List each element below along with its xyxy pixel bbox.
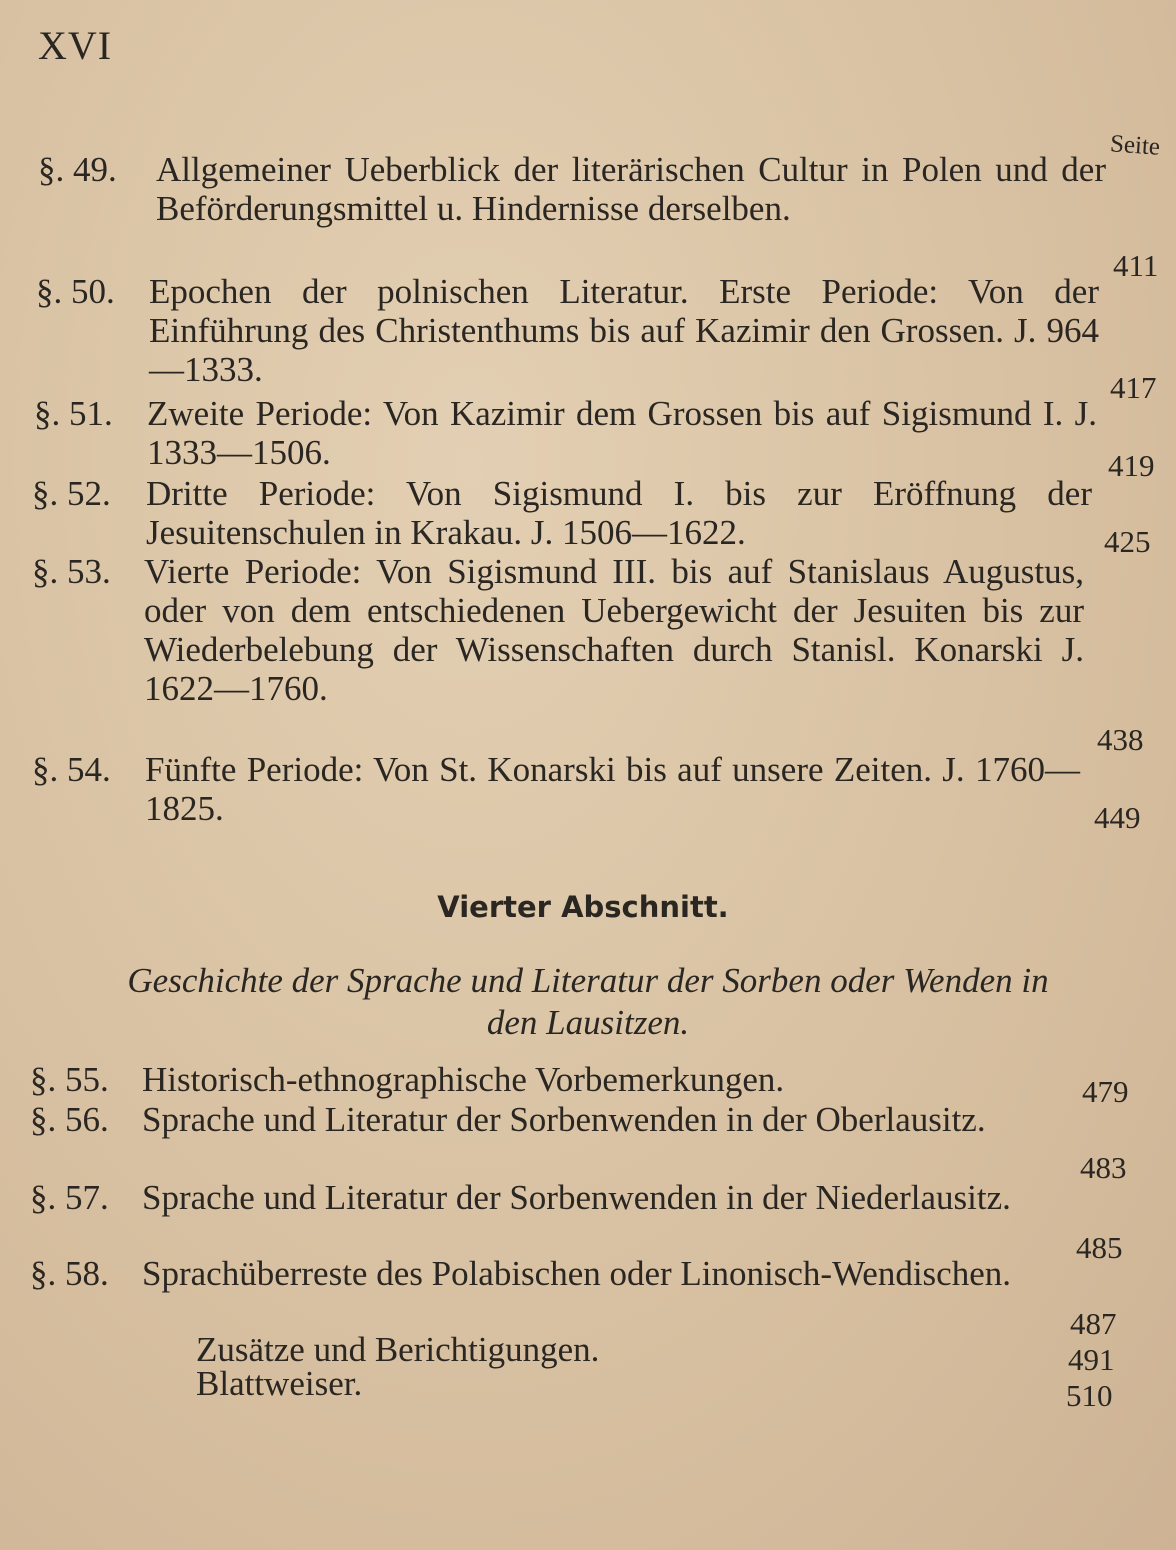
entry-page: 510 xyxy=(1066,1378,1113,1413)
entry-title: Epochen der polnischen Literatur. Erste Periode: Von der Einführung des Christenthums bis auf Kazimir den Grossen. J. 964—1333. xyxy=(149,272,1099,389)
entry-page: 449 xyxy=(1094,800,1141,835)
section-subtitle: Geschichte der Sprache und Literatur der Sorben oder Wenden in den Lausitzen. xyxy=(127,961,1049,1042)
entry-page: 411 xyxy=(1113,248,1159,283)
toc-entry-58 xyxy=(30,1254,1140,1341)
paragraph-number: §. 53. xyxy=(32,552,111,591)
entry-title: Allgemeiner Ueberblick der literärischen Cultur in Polen und der Beförderungsmittel u. Hindernisse derselben. xyxy=(156,150,1106,228)
toc-entry-56 xyxy=(30,1100,1140,1185)
section-heading: Vierter Abschnitt. xyxy=(437,890,729,924)
toc-entry-52 xyxy=(32,474,1151,559)
paragraph-number: §. 57. xyxy=(30,1178,109,1217)
entry-title: Sprache und Literatur der Sorbenwenden in der Oberlausitz. xyxy=(142,1100,986,1139)
toc-entry-55 xyxy=(30,1060,1140,1109)
entry-page: 485 xyxy=(1076,1230,1123,1265)
toc-entry-54 xyxy=(32,750,1142,835)
entry-page: 438 xyxy=(1097,722,1144,757)
paragraph-number: §. 49. xyxy=(38,150,117,189)
paragraph-number: §. 50. xyxy=(36,272,115,311)
entry-title: Historisch-ethnographische Vorbemerkungen. xyxy=(142,1060,785,1099)
toc-entry-57 xyxy=(30,1178,1140,1265)
paragraph-number: §. 51. xyxy=(34,394,113,433)
entry-page: 479 xyxy=(1082,1074,1129,1109)
entry-title: Vierte Periode: Von Sigismund III. bis auf Stanislaus Augustus, oder von dem entschiedenen Uebergewicht der Jesuiten bis zur Wiederbelebung der Wissenschaften durch Stanisl. Konarski J. 1622—1760. xyxy=(144,552,1084,708)
toc-entry-50 xyxy=(36,272,1157,405)
toc-entry-index xyxy=(30,1364,1140,1413)
entry-title: Fünfte Periode: Von St. Konarski bis auf unsere Zeiten. J. 1760—1825. xyxy=(145,750,1080,828)
page-number: XVI xyxy=(38,23,113,68)
entry-title: Sprache und Literatur der Sorbenwenden in der Niederlausitz. xyxy=(142,1178,1011,1217)
entry-title: Blattweiser. xyxy=(196,1364,363,1403)
paragraph-number: §. 52. xyxy=(32,474,111,513)
entry-page: 483 xyxy=(1080,1150,1127,1185)
toc-entry-53 xyxy=(32,552,1144,757)
entry-page: 491 xyxy=(1068,1342,1115,1377)
entry-page: 487 xyxy=(1070,1306,1117,1341)
entry-title: Zusätze und Berichtigungen. xyxy=(196,1330,600,1369)
toc-entry-51 xyxy=(34,394,1155,483)
entry-title: Sprachüberreste des Polabischen oder Linonisch-Wendischen. xyxy=(142,1254,1012,1293)
entry-title: Zweite Periode: Von Kazimir dem Grossen bis auf Sigismund I. J. 1333—1506. xyxy=(147,394,1097,472)
paragraph-number: §. 55. xyxy=(30,1060,109,1099)
paragraph-number: §. 54. xyxy=(32,750,111,789)
paragraph-number: §. 56. xyxy=(30,1100,109,1139)
seite-column-label: Seite xyxy=(1109,130,1161,161)
paragraph-number: §. 58. xyxy=(30,1254,109,1293)
toc-entry-49 xyxy=(38,150,1159,283)
entry-title: Dritte Periode: Von Sigismund I. bis zur Eröffnung der Jesuitenschulen in Krakau. J. 1506—1622. xyxy=(146,474,1092,552)
entry-page: 425 xyxy=(1104,524,1151,559)
entry-page: 417 xyxy=(1110,370,1157,405)
entry-page: 419 xyxy=(1108,448,1155,483)
